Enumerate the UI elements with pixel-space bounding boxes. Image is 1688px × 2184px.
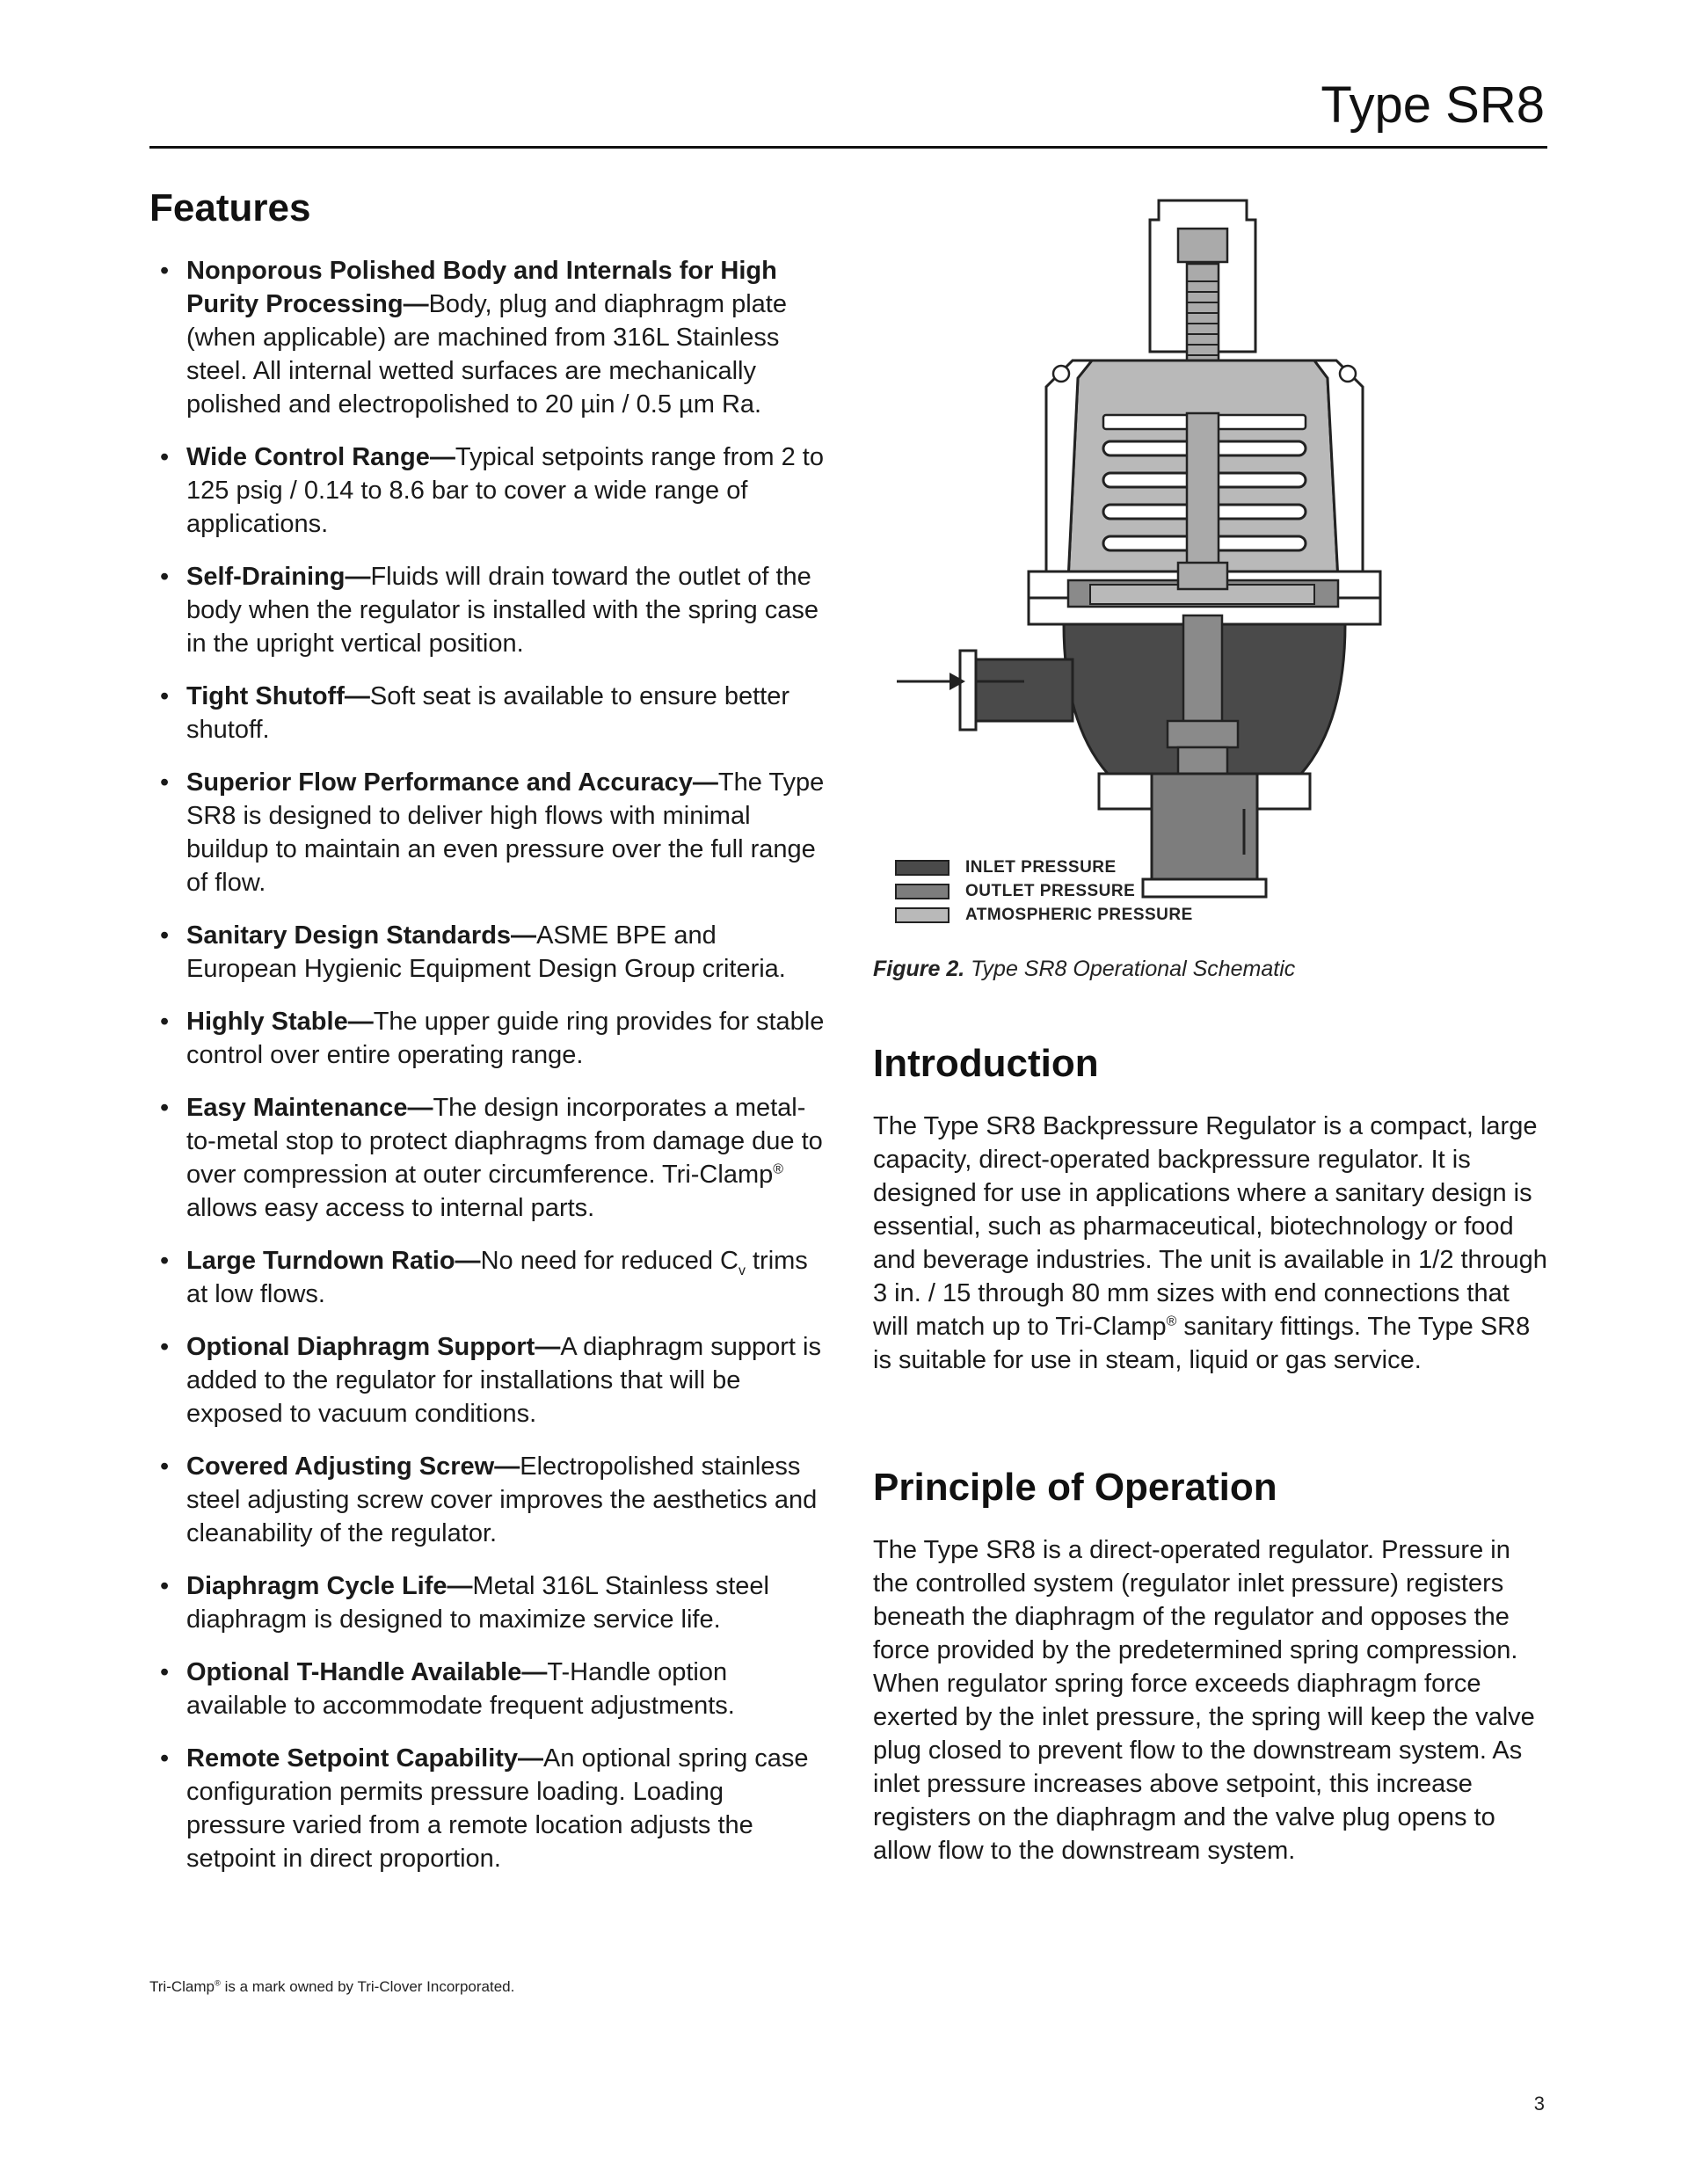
trademark-footnote: Tri-Clamp® is a mark owned by Tri-Clover Incorporated. (149, 1978, 515, 1995)
feature-item: • Easy Maintenance—The design incorporates a metal-to-metal stop to protect diaphragms from damage due to over compression at outer circumference. Tri-Clamp® allows easy access to internal parts. (160, 1093, 823, 1222)
feature-item: • Tight Shutoff—Soft seat is available to ensure better shutoff. (160, 681, 790, 744)
principle-section (873, 1466, 1550, 1867)
figure-caption: Figure 2. Type SR8 Operational Schematic (873, 957, 1296, 981)
introduction-text: The Type SR8 Backpressure Regulator is a compact, large capacity, direct-operated backpressure regulator. It is designed for use in applications where a sanitary design is essential, such as pharmaceutical, biotechnology or food and beverage industries. The unit is available in 1/2 through 3 in. / 15 through 80 mm sizes with end connections that will match up to Tri-Clamp® sanitary fittings. The Type SR8 is suitable for use in steam, liquid or gas service. (873, 1111, 1547, 1374)
feature-item: • Optional T-Handle Available—T-Handle option available to accommodate frequent adjustments. (160, 1657, 735, 1720)
pressure-legend (895, 855, 1193, 927)
feature-item: • Large Turndown Ratio—No need for reduced $C_v$ trims at low flows. (160, 1246, 808, 1308)
feature-item: • Highly Stable—The upper guide ring provides for stable control over entire operating range. (160, 1007, 825, 1069)
header-rule (149, 146, 1547, 149)
feature-item: • Remote Setpoint Capability—An optional spring case configuration permits pressure loading. Loading pressure varied from a remote location adjusts the setpoint in direct proportion. (160, 1744, 809, 1873)
feature-item: • Diaphragm Cycle Life—Metal 316L Stainless steel diaphragm is designed to maximize service life. (160, 1571, 769, 1634)
page-header-title: Type SR8 (1321, 76, 1545, 134)
feature-item: • Sanitary Design Standards—ASME BPE and European Hygienic Equipment Design Group criteria. (160, 921, 786, 983)
introduction-heading: Introduction (873, 1042, 1099, 1085)
regulator-schematic-drawing (888, 193, 1503, 941)
feature-item: • Self-Draining—Fluids will drain toward the outlet of the body when the regulator is installed with the spring case in the upright vertical position. (160, 562, 819, 658)
feature-item: • Wide Control Range—Typical setpoints range from 2 to 125 psig / 0.14 to 8.6 bar to cover a wide range of applications. (160, 442, 824, 538)
features-heading: Features (149, 186, 311, 229)
principle-heading: Principle of Operation (873, 1466, 1277, 1509)
legend-item-inlet: INLET PRESSURE (895, 855, 1193, 879)
feature-item: • Nonporous Polished Body and Internals for High Purity Processing—Body, plug and diaphragm plate (when applicable) are machined from 316L Stainless steel. All internal wetted surfaces are mechanically polished and electropolished to 20 µin / 0.5 µm Ra. (160, 256, 787, 419)
legend-swatch (895, 907, 950, 923)
feature-item: • Superior Flow Performance and Accuracy—The Type SR8 is designed to deliver high flows with minimal buildup to maintain an even pressure over the full range of flow. (160, 768, 825, 897)
legend-swatch (895, 884, 950, 899)
regulator-schematic (888, 193, 1503, 941)
introduction-section (873, 1042, 1550, 1377)
legend-item-atmospheric: ATMOSPHERIC PRESSURE (895, 903, 1193, 927)
feature-item: • Optional Diaphragm Support—A diaphragm support is added to the regulator for installations that will be exposed to vacuum conditions. (160, 1332, 821, 1428)
features-section (149, 186, 826, 1895)
legend-swatch (895, 860, 950, 876)
features-list (149, 254, 826, 1875)
page-number: 3 (1533, 2093, 1545, 2115)
principle-text: The Type SR8 is a direct-operated regulator. Pressure in the controlled system (regulator inlet pressure) registers beneath the diaphragm of the regulator and opposes the force provided by the predetermined spring compression. When regulator spring force exceeds diaphragm force exerted by the inlet pressure, the spring will keep the valve plug closed to prevent flow to the downstream system. As inlet pressure increases above setpoint, this increase registers on the diaphragm and the valve plug opens to allow flow to the downstream system. (873, 1535, 1535, 1865)
feature-item: • Covered Adjusting Screw—Electropolished stainless steel adjusting screw cover improves the aesthetics and cleanability of the regulator. (160, 1452, 818, 1547)
legend-item-outlet: OUTLET PRESSURE (895, 879, 1193, 903)
